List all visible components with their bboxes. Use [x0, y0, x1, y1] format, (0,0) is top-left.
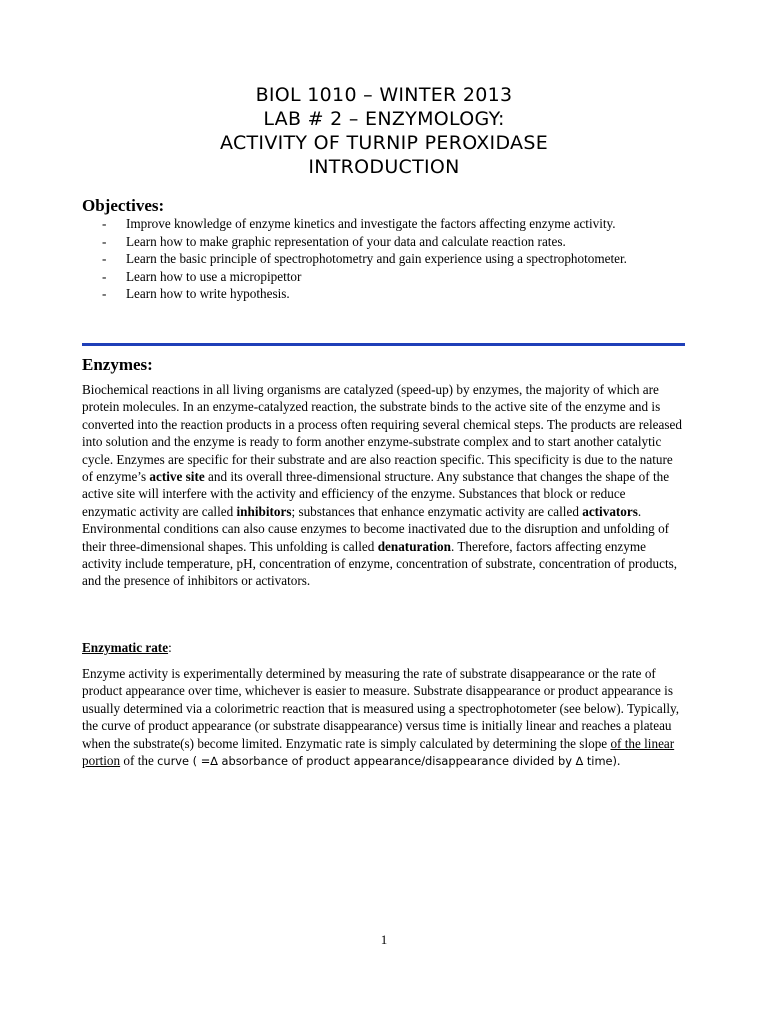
- term-linear-portion: of the linear portion: [82, 735, 675, 769]
- term-inhibitors: inhibitors: [236, 503, 292, 519]
- enzymes-text: ; substances that enhance enzymatic activity are called: [291, 503, 583, 519]
- heading-colon: :: [168, 640, 172, 655]
- enzymes-paragraph: [82, 381, 682, 590]
- objectives-heading: Objectives:: [82, 196, 165, 215]
- objectives-list: [82, 215, 682, 303]
- title-line-section: INTRODUCTION: [308, 156, 460, 178]
- list-item: - Learn the basic principle of spectrophotometry and gain experience using a spectrophotometer.: [102, 251, 627, 266]
- term-activators: activators: [582, 503, 638, 519]
- objective-text: Improve knowledge of enzyme kinetics and investigate the factors affecting enzyme activity.: [126, 216, 616, 231]
- rate-formula: curve ( =∆ absorbance of product appearance/disappearance divided by ∆ time): [157, 754, 617, 769]
- document-title: [0, 83, 768, 179]
- rate-text: .: [617, 753, 621, 769]
- title-line-topic: ACTIVITY OF TURNIP PEROXIDASE: [219, 132, 549, 154]
- enzymatic-rate-paragraph: [82, 665, 682, 770]
- term-denaturation: denaturation: [377, 538, 451, 554]
- objective-text: Learn how to use a micropipettor: [126, 268, 302, 284]
- enzymes-text: and its overall three-dimensional structure. Any substance that changes the shape of the active site will interfere with the activity and efficiency of the enzyme. Substances that block or reduce enzymatic activity are called: [82, 469, 670, 519]
- objective-text: Learn the basic principle of spectrophotometry and gain experience using a spectrophotometer.: [126, 251, 627, 266]
- objective-text: Learn how to write hypothesis.: [126, 286, 290, 301]
- enzymatic-rate-label: Enzymatic rate: [82, 640, 169, 655]
- enzymes-text: enzyme’s: [96, 469, 147, 485]
- section-divider: [82, 343, 685, 346]
- page-number: 1: [380, 932, 388, 947]
- list-item: - Learn how to make graphic representation of your data and calculate reaction rates.: [102, 233, 566, 249]
- rate-text: Enzyme activity is experimentally determined by measuring the rate of substrate disappearance or the rate of product appearance over time, whichever is easier to measure. Substrate disappearance or product appearance is usually determined via a colorimetric reaction that is measured using a spectrophotometer (see below). Typically, the curve of product appearance (or substrate disappearance) versus time is initially linear and reaches a plateau when the substrate(s) become limited. Enzymatic rate is simply calculated by determining the slope: [82, 666, 680, 751]
- enzymes-heading: Enzymes:: [82, 355, 153, 374]
- objective-text: Learn how to make graphic representation of your data and calculate reaction rates.: [126, 233, 566, 249]
- title-line-course: BIOL 1010 – WINTER 2013: [255, 84, 513, 106]
- enzymes-text: . Environmental conditions can also cause enzymes to become inactivated due to the disruption and unfolding of their three-dimensional shapes. This unfolding is called: [82, 503, 670, 554]
- enzymes-text: Biochemical reactions in all living organisms are catalyzed (speed-up) by enzymes, the majority of which are protein molecules. In an enzyme-catalyzed reaction, the substrate binds to the active site of the enzyme and is converted into the reaction products in a process often requiring several chemical steps. The products are released into solution and the enzyme is ready to form another enzyme-substrate complex and to start another catalytic cycle. Enzymes are specific for their substrate and are also reaction specific. This specificity is due to the nature of: [82, 382, 682, 485]
- list-item: - Improve knowledge of enzyme kinetics and investigate the factors affecting enzyme activity.: [102, 216, 616, 231]
- title-line-lab: LAB # 2 – ENZYMOLOGY:: [263, 108, 505, 130]
- term-active-site: active site: [149, 469, 205, 485]
- list-item: - Learn how to write hypothesis.: [102, 286, 290, 301]
- list-item: - Learn how to use a micropipettor: [102, 268, 302, 284]
- enzymes-text: . Therefore, factors affecting enzyme activity include temperature, pH, concentration of enzyme, concentration of substrate, concentration of products, and the presence of inhibitors or activators.: [82, 538, 678, 589]
- enzymatic-rate-heading: [82, 639, 172, 657]
- rate-text: of the: [120, 753, 158, 769]
